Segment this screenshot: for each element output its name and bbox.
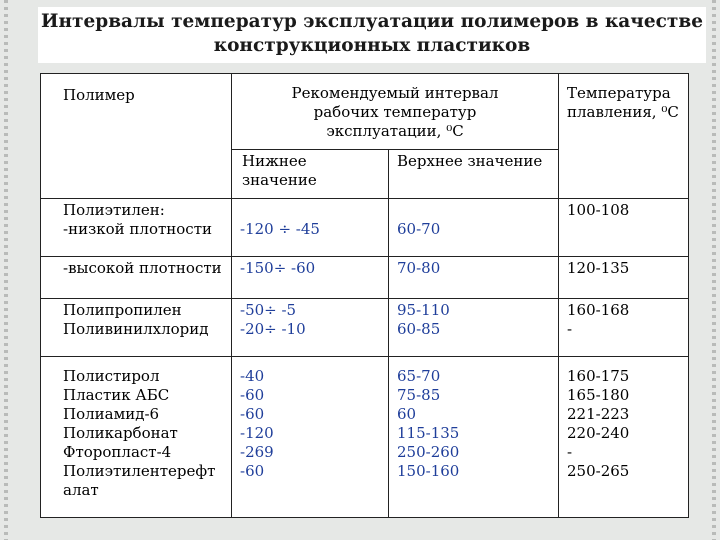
cell-polymer: Полистирол Пластик АБС Полиамид-6 Поликарбонат Фторопласт-4 Полиэтилентерефт алат [41, 357, 232, 518]
page-title [38, 10, 706, 58]
table-row [41, 257, 689, 299]
table-row [41, 199, 689, 257]
cell-melting: 160-175 165-180 221-223 220-240 - 250-265 [559, 357, 689, 518]
header-melting-temperature: Температура плавления, ⁰С [559, 74, 689, 199]
title-line-2: конструкционных пластиков [213, 35, 531, 56]
cell-upper: 70-80 [389, 257, 559, 299]
cell-lower: -40 -60 -60 -120 -269 -60 [232, 357, 389, 518]
cell-lower: -150÷ -60 [232, 257, 389, 299]
cell-polymer: -высокой плотности [41, 257, 232, 299]
right-decorative-border [712, 0, 716, 540]
cell-melting: 100-108 [559, 199, 689, 257]
header-recommended-interval: Рекомендуемый интервал рабочих температур эксплуатации, ⁰С [232, 74, 559, 150]
cell-melting: 120-135 [559, 257, 689, 299]
table-row [41, 299, 689, 357]
cell-lower: -120 ÷ -45 [232, 199, 389, 257]
cell-lower: -50÷ -5 -20÷ -10 [232, 299, 389, 357]
cell-upper: 95-110 60-85 [389, 299, 559, 357]
header-lower-value: Нижнее значение [232, 150, 389, 199]
header-row [41, 74, 689, 150]
cell-upper: 65-70 75-85 60 115-135 250-260 150-160 [389, 357, 559, 518]
cell-melting: 160-168 - [559, 299, 689, 357]
polymer-temperature-table [40, 73, 689, 518]
cell-polymer: Полипропилен Поливинилхлорид [41, 299, 232, 357]
header-polymer: Полимер [41, 74, 232, 199]
header-upper-value: Верхнее значение [389, 150, 559, 199]
table-row [41, 357, 689, 518]
cell-polymer: Полиэтилен: -низкой плотности [41, 199, 232, 257]
left-decorative-border [4, 0, 8, 540]
cell-upper: 60-70 [389, 199, 559, 257]
title-line-1: Интервалы температур эксплуатации полимеров в качестве [41, 11, 703, 32]
